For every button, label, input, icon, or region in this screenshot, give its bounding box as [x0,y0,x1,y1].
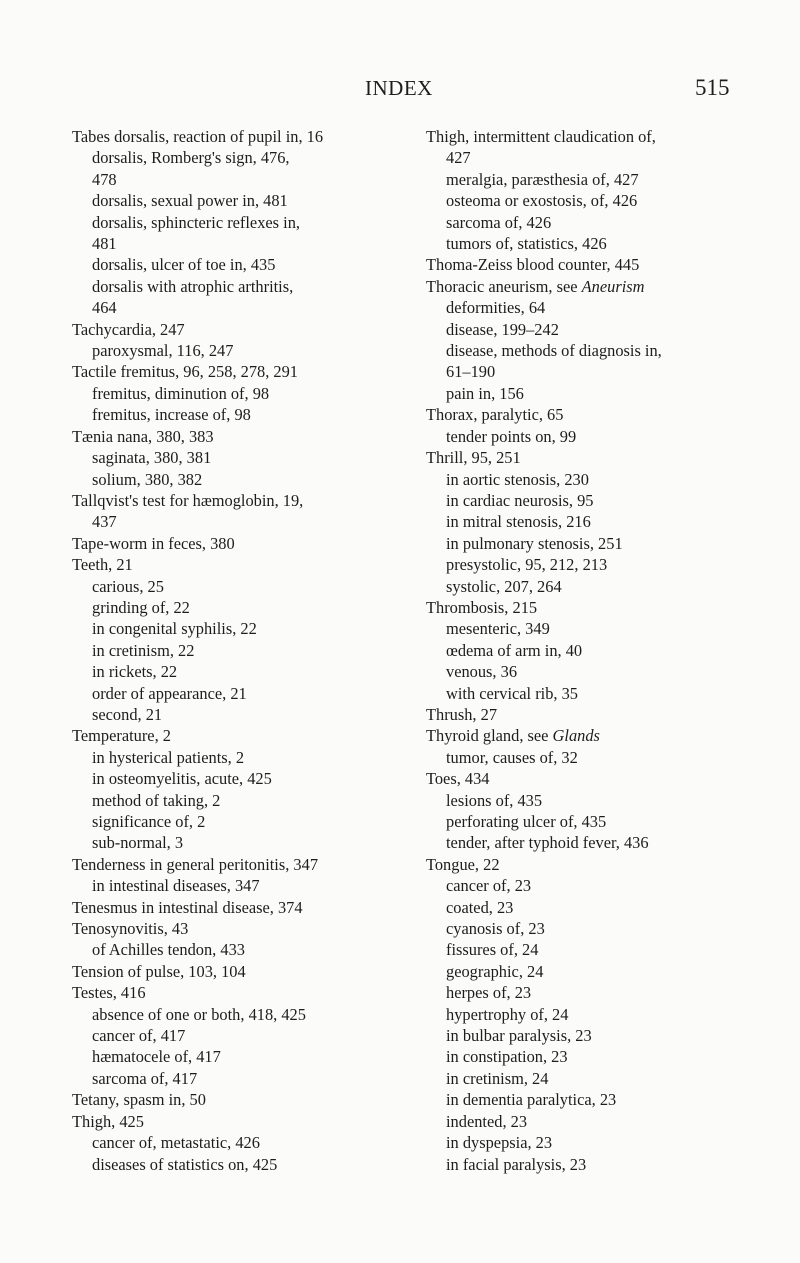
index-subentry [72,939,412,960]
entry-text: cancer of, metastatic, 426 [92,1133,260,1153]
page-header [0,76,800,110]
entry-text: in intestinal diseases, 347 [92,876,260,896]
index-subentry [426,875,766,896]
index-subentry [426,169,766,190]
index-subentry [72,404,412,425]
index-entry [426,768,766,789]
index-subentry [426,961,766,982]
index-subentry [72,661,412,682]
entry-text: tumors of, statistics, 426 [446,234,607,254]
entry-text: Thrill, 95, 251 [426,448,521,468]
entry-text: in cretinism, 22 [92,640,195,660]
index-entry [72,319,412,340]
index-entry [72,1111,412,1132]
entry-text: Temperature, 2 [72,726,171,746]
index-subentry [72,297,412,318]
index-column-left [72,126,412,1175]
entry-text: fremitus, diminution of, 98 [92,383,270,403]
entry-text: of Achilles tendon, 433 [92,940,245,960]
index-subentry [426,1089,766,1110]
index-subentry [426,533,766,554]
index-subentry [426,918,766,939]
index-subentry [72,511,412,532]
index-entry [72,426,412,447]
entry-text: coated, 23 [446,897,514,917]
entry-text: 61–190 [446,362,496,382]
entry-text: hypertrophy of, 24 [446,1004,569,1024]
index-subentry [426,319,766,340]
entry-text: Tabes dorsalis, reaction of pupil in, 16 [72,127,324,146]
entry-text: Thyroid gland, see [426,726,553,746]
entry-text: diseases of statistics on, 425 [92,1154,278,1174]
index-subentry [72,233,412,254]
entry-text: sub-normal, 3 [92,833,184,853]
entry-text: dorsalis, sphincteric reflexes in, [92,212,301,232]
index-entry [426,447,766,468]
entry-text: perforating ulcer of, 435 [446,812,607,831]
index-subentry [72,811,412,832]
entry-text: dorsalis, Romberg's sign, 476, [92,148,290,168]
entry-text: Tenosynovitis, 43 [72,919,189,939]
entry-text: systolic, 207, 264 [446,576,562,596]
index-subentry [426,1111,766,1132]
index-subentry [426,1025,766,1046]
index-subentry [426,147,766,168]
index-subentry [426,747,766,768]
entry-text: in hysterical patients, 2 [92,747,245,767]
index-subentry [72,340,412,361]
entry-text: in rickets, 22 [92,662,178,682]
index-subentry [426,683,766,704]
entry-text: osteoma or exostosis, of, 426 [446,191,638,211]
index-entry [72,361,412,382]
entry-text: Thigh, 425 [72,1111,144,1131]
index-subentry [426,640,766,661]
index-subentry [72,469,412,490]
entry-text: in cretinism, 24 [446,1068,549,1088]
entry-text: dorsalis, sexual power in, 481 [92,191,288,211]
index-entry [426,704,766,725]
index-subentry [426,897,766,918]
index-subentry [72,875,412,896]
entry-text: 427 [446,148,471,168]
entry-text: Tenderness in general peritonitis, 347 [72,854,319,874]
entry-text: Thrombosis, 215 [426,597,538,617]
index-subentry [426,618,766,639]
index-subentry [426,426,766,447]
entry-text: order of appearance, 21 [92,683,247,703]
index-subentry [426,361,766,382]
entry-text: in constipation, 23 [446,1047,568,1067]
index-subentry [426,469,766,490]
index-subentry [426,1068,766,1089]
index-subentry [72,147,412,168]
entry-text: in osteomyelitis, acute, 425 [92,769,272,789]
entry-text: geographic, 24 [446,961,544,981]
index-entry [426,854,766,875]
entry-text: sarcoma of, 426 [446,212,552,232]
entry-text: in bulbar paralysis, 23 [446,1026,592,1046]
index-subentry [72,1025,412,1046]
entry-text: fremitus, increase of, 98 [92,405,251,425]
index-subentry [72,1004,412,1025]
index-subentry [426,1004,766,1025]
entry-text: Thorax, paralytic, 65 [426,405,564,425]
entry-text: significance of, 2 [92,812,206,831]
index-subentry [72,383,412,404]
index-subentry [426,811,766,832]
cross-reference: Glands [552,726,600,746]
index-subentry [72,618,412,639]
entry-text: sarcoma of, 417 [92,1068,198,1088]
entry-text: 437 [92,512,117,532]
index-subentry [426,212,766,233]
index-title: INDEX [365,76,433,100]
index-entry [72,897,412,918]
entry-text: meralgia, paræsthesia of, 427 [446,169,639,189]
index-subentry [72,832,412,853]
page-number: 515 [695,75,730,100]
index-subentry [426,490,766,511]
entry-text: 481 [92,234,117,254]
entry-text: Thrush, 27 [426,704,498,724]
index-subentry [72,254,412,275]
entry-text: Tetany, spasm in, 50 [72,1090,206,1110]
entry-text: Testes, 416 [72,983,146,1003]
entry-text: lesions of, 435 [446,790,543,810]
index-entry [72,854,412,875]
entry-text: œdema of arm in, 40 [446,640,583,660]
entry-text: 478 [92,169,117,189]
entry-text: hæmatocele of, 417 [92,1047,221,1067]
entry-text: cyanosis of, 23 [446,919,545,939]
index-entry [72,554,412,575]
index-subentry [72,169,412,190]
entry-text: in pulmonary stenosis, 251 [446,533,623,553]
index-entry [426,404,766,425]
entry-text: in facial paralysis, 23 [446,1154,587,1174]
index-entry [426,126,766,147]
index-subentry [72,1132,412,1153]
entry-text: solium, 380, 382 [92,469,203,489]
entry-text: saginata, 380, 381 [92,448,212,468]
entry-text: in aortic stenosis, 230 [446,469,589,489]
index-subentry [426,190,766,211]
entry-text: cancer of, 23 [446,876,532,896]
entry-text: in congenital syphilis, 22 [92,619,257,639]
entry-text: Teeth, 21 [72,555,133,575]
index-subentry [72,576,412,597]
entry-text: Tape-worm in feces, 380 [72,533,235,553]
entry-text: tender points on, 99 [446,426,577,446]
index-entry [426,276,766,297]
index-subentry [426,511,766,532]
entry-text: herpes of, 23 [446,983,532,1003]
index-entry [72,126,412,147]
entry-text: absence of one or both, 418, 425 [92,1004,306,1024]
entry-text: Tactile fremitus, 96, 258, 278, 291 [72,362,299,382]
index-subentry [426,832,766,853]
index-entry [426,725,766,746]
entry-text: disease, methods of diagnosis in, [446,341,662,361]
entry-text: presystolic, 95, 212, 213 [446,555,608,575]
entry-text: second, 21 [92,704,163,724]
index-entry [72,490,412,511]
index-subentry [72,640,412,661]
index-subentry [72,790,412,811]
index-subentry [426,1132,766,1153]
entry-text: carious, 25 [92,576,164,596]
index-entry [72,961,412,982]
index-entry [426,597,766,618]
index-entry [72,918,412,939]
index-subentry [426,383,766,404]
index-subentry [72,1068,412,1089]
index-subentry [426,576,766,597]
entry-text: in dementia paralytica, 23 [446,1090,617,1110]
entry-text: tumor, causes of, 32 [446,747,578,767]
cross-reference: Aneurism [581,276,645,296]
index-subentry [72,747,412,768]
index-subentry [426,554,766,575]
entry-text: Thigh, intermittent claudication of, [426,127,656,146]
index-subentry [426,661,766,682]
index-subentry [426,297,766,318]
entry-text: disease, 199–242 [446,319,559,339]
index-subentry [426,233,766,254]
index-subentry [426,982,766,1003]
entry-text: pain in, 156 [446,383,524,403]
entry-text: cancer of, 417 [92,1026,186,1046]
index-entry [72,1089,412,1110]
entry-text: mesenteric, 349 [446,619,550,639]
entry-text: Tongue, 22 [426,854,500,874]
entry-text: Tenesmus in intestinal disease, 374 [72,897,303,917]
entry-text: fissures of, 24 [446,940,539,960]
index-subentry [72,276,412,297]
index-subentry [426,340,766,361]
entry-text: in cardiac neurosis, 95 [446,490,594,510]
index-subentry [72,212,412,233]
entry-text: Thoracic aneurism, see [426,276,582,296]
entry-text: Tallqvist's test for hæmoglobin, 19, [72,490,304,510]
entry-text: dorsalis, ulcer of toe in, 435 [92,255,276,275]
index-subentry [426,939,766,960]
index-entry [72,725,412,746]
entry-text: Tension of pulse, 103, 104 [72,961,246,981]
entry-text: method of taking, 2 [92,790,221,810]
index-subentry [72,447,412,468]
index-subentry [72,190,412,211]
index-subentry [72,1154,412,1175]
index-entry [426,254,766,275]
entry-text: Thoma-Zeiss blood counter, 445 [426,255,640,275]
entry-text: in mitral stenosis, 216 [446,512,591,532]
entry-text: grinding of, 22 [92,597,190,617]
entry-text: Tænia nana, 380, 383 [72,426,214,446]
entry-text: indented, 23 [446,1111,528,1131]
entry-text: deformities, 64 [446,298,546,318]
entry-text: with cervical rib, 35 [446,683,578,703]
index-subentry [72,768,412,789]
entry-text: venous, 36 [446,662,518,682]
index-subentry [72,704,412,725]
entry-text: tender, after typhoid fever, 436 [446,833,649,853]
index-entry [72,982,412,1003]
entry-text: paroxysmal, 116, 247 [92,341,234,361]
index-subentry [426,1046,766,1067]
index-subentry [426,1154,766,1175]
entry-text: Toes, 434 [426,769,490,789]
index-column-right [426,126,766,1175]
index-subentry [72,597,412,618]
entry-text: dorsalis with atrophic arthritis, [92,276,294,296]
entry-text: in dyspepsia, 23 [446,1133,553,1153]
entry-text: Tachycardia, 247 [72,319,185,339]
index-subentry [72,1046,412,1067]
index-subentry [426,790,766,811]
entry-text: 464 [92,298,117,318]
index-entry [72,533,412,554]
index-subentry [72,683,412,704]
